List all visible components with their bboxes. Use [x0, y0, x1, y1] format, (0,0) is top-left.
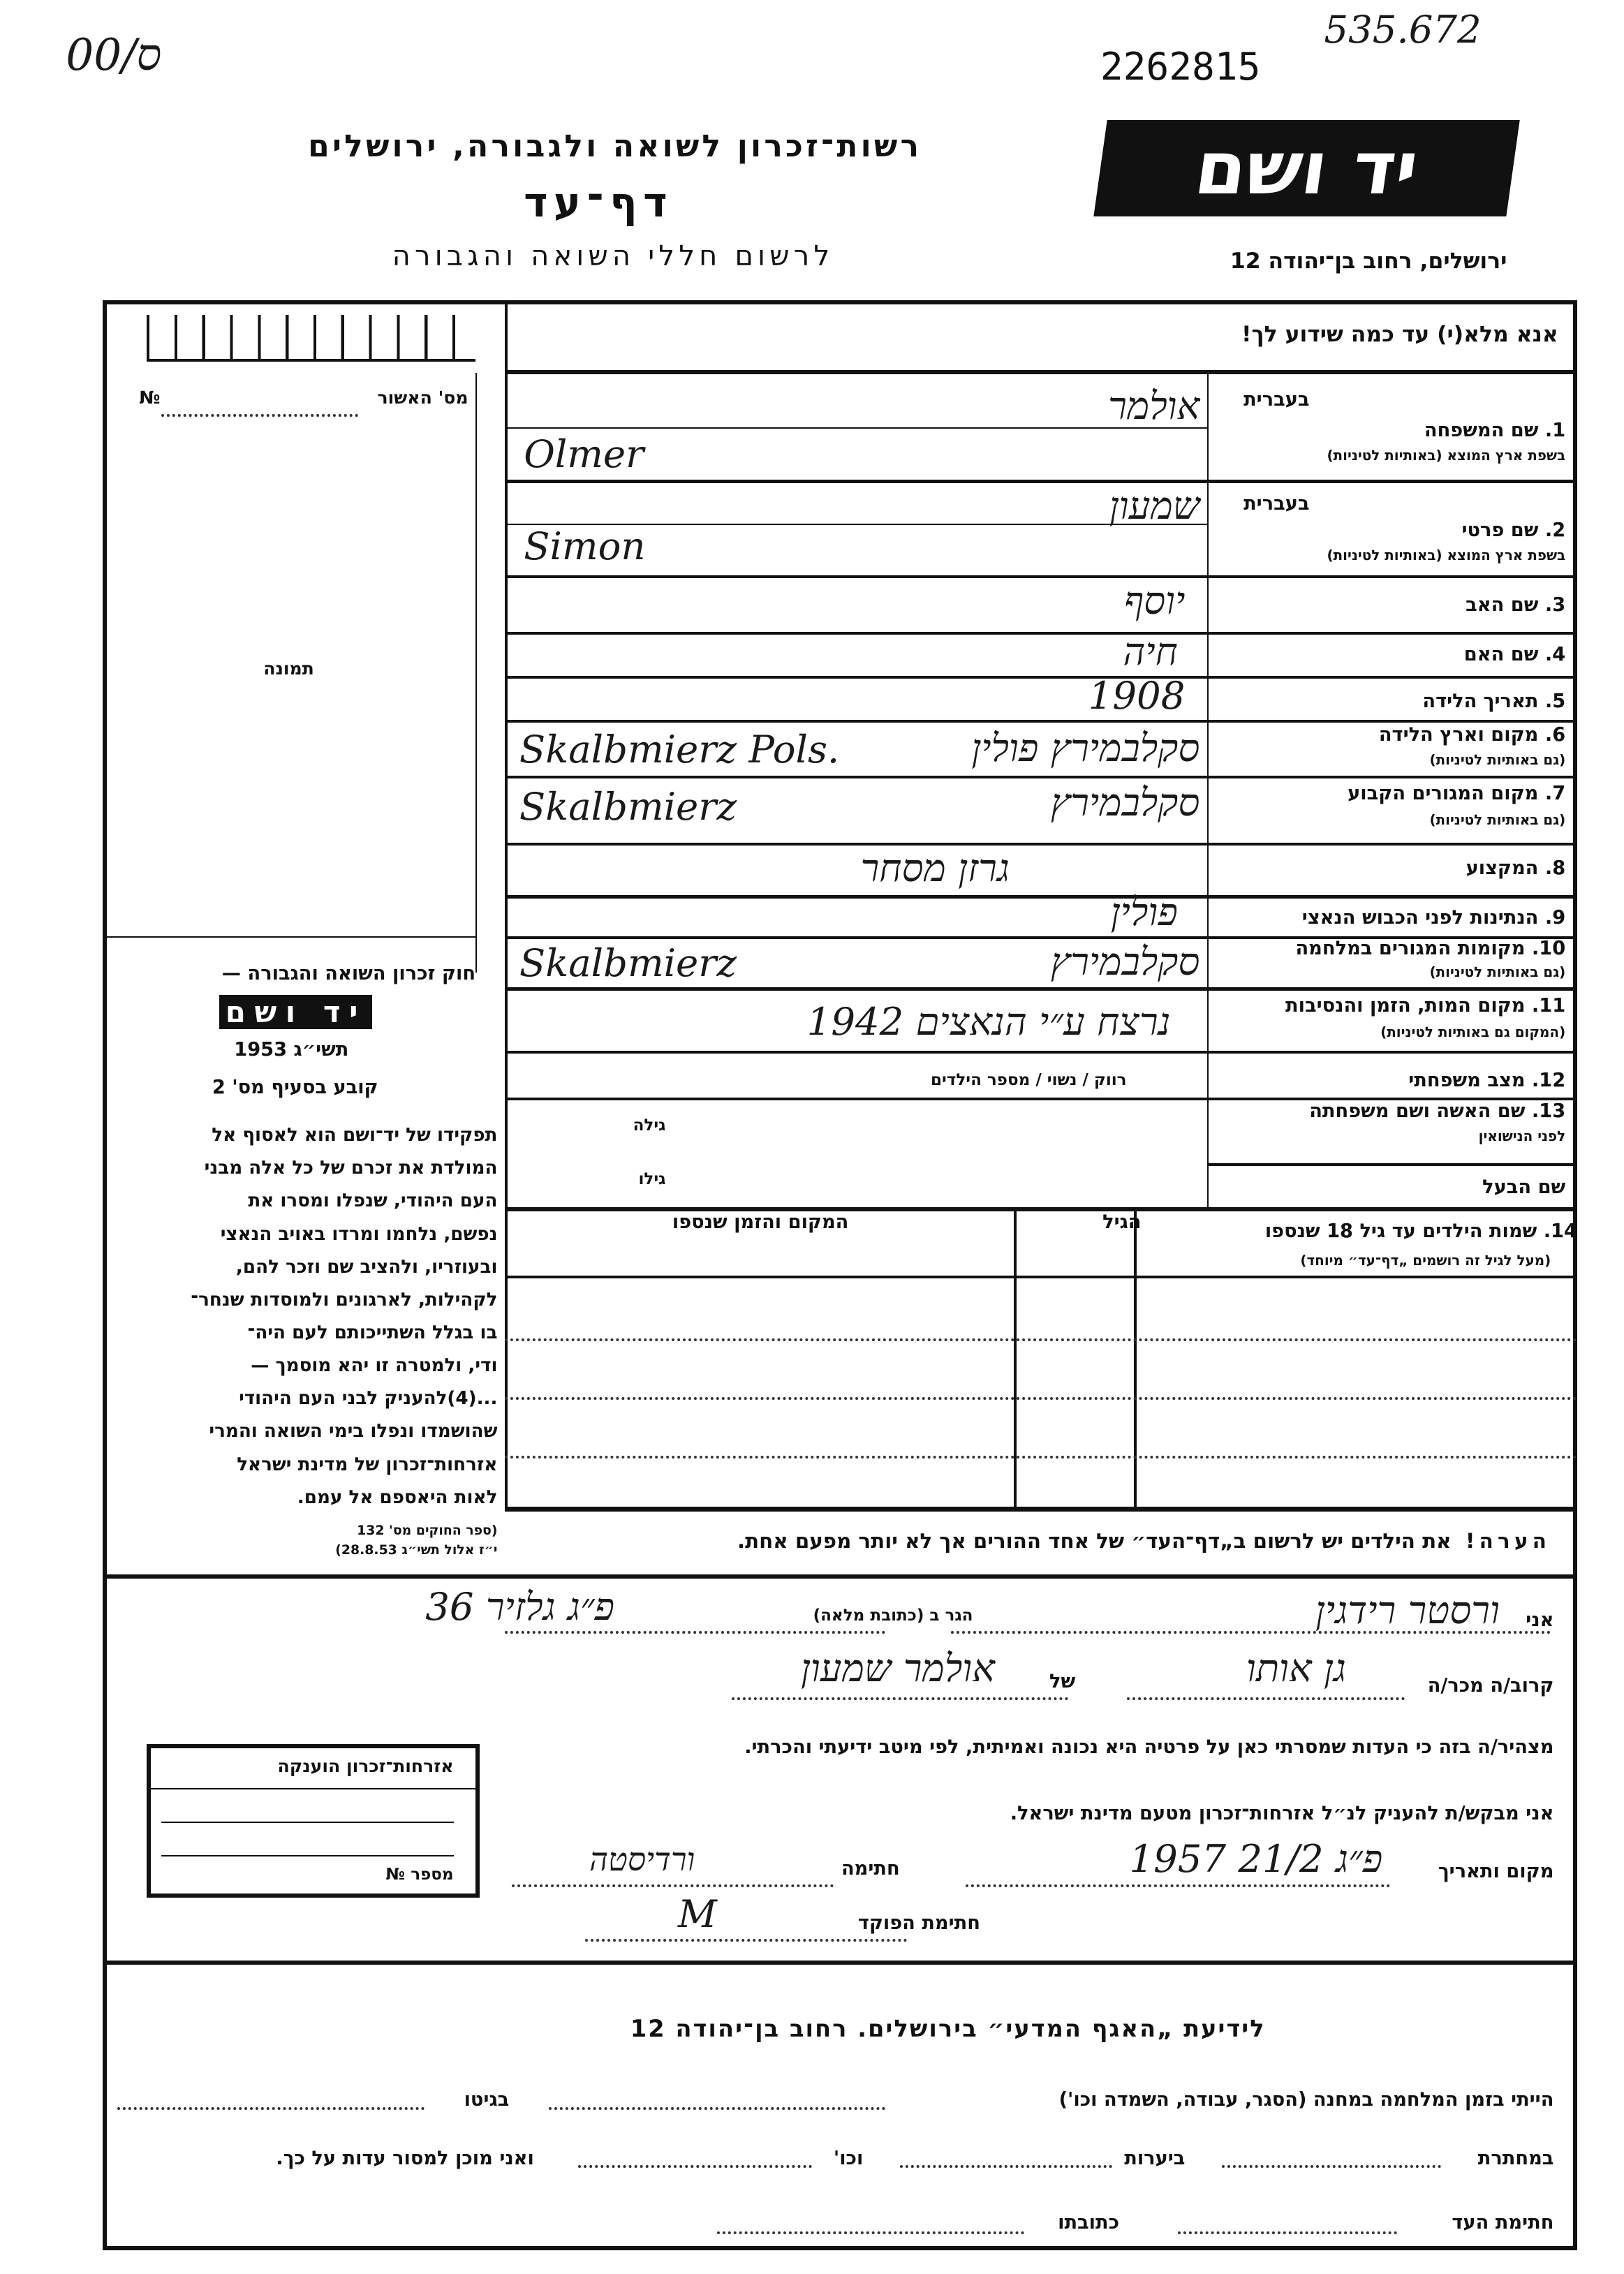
- row-line: [505, 1507, 1577, 1511]
- fill-line: [578, 2165, 812, 2168]
- row-line: [505, 776, 1577, 778]
- fill-line: [505, 1631, 885, 1634]
- row-line: [1207, 1163, 1577, 1166]
- wartime-residence-latin[interactable]: Skalbmierz: [519, 940, 737, 986]
- form-title: דף־עד: [524, 178, 673, 226]
- birth-place-hebrew[interactable]: סקלבמירץ פולין: [971, 725, 1200, 771]
- children-header: 14. שמות הילדים עד גיל 18 שנספו: [1264, 1220, 1577, 1242]
- statement: מצהיר/ה בזה כי העדות שמסרתי כאן על פרטיה היא נכונה ואמיתית, לפי מיטב ידיעתי והכרתי.: [744, 1736, 1554, 1759]
- fill-line: [732, 1697, 1068, 1700]
- residence-latin[interactable]: Skalbmierz: [519, 784, 737, 829]
- row-line: [505, 1207, 1577, 1211]
- place-date-label: מקום ותאריך: [1438, 1861, 1554, 1883]
- field-3-label: 3. שם האב: [1466, 593, 1566, 616]
- fill-line: [966, 1884, 1390, 1887]
- relation-value[interactable]: גן אותו: [1246, 1646, 1346, 1691]
- birth-date[interactable]: 1908: [1088, 672, 1186, 718]
- field-1-label: 1. שם המשפחה: [1424, 420, 1566, 442]
- fill-line: [161, 1822, 454, 1823]
- request: אני מבקש/ת להעניק לנ״ל אזרחות־זכרון מטעם מדינת ישראל.: [1010, 1802, 1554, 1824]
- row-line: [505, 676, 1577, 679]
- row-line: [505, 575, 1577, 578]
- notice: הערה! את הילדים יש לרשום ב„דף־העד״ של אחד ההורים אך לא יותר מפעם אחת.: [737, 1528, 1551, 1553]
- relation-label: קרוב/ה מכר/ה: [1427, 1675, 1554, 1697]
- divider: [475, 373, 477, 973]
- ready-to-testify: ואני מוכן למסור עדות על כך.: [276, 2148, 534, 2170]
- field-10-label: 10. מקומות המגורים במלחמה: [1295, 938, 1566, 960]
- fill-line: [512, 1884, 834, 1887]
- row-line: [505, 720, 1577, 723]
- serial-number: 2262815: [1100, 43, 1261, 89]
- row-line: [505, 632, 1577, 635]
- field-13-label: 13. שם האשה ושם משפחתה: [1309, 1100, 1566, 1122]
- of-label: של: [1049, 1671, 1076, 1693]
- approval-no-line: [161, 414, 359, 417]
- bottom-title: לידיעת „האגף המדעי״ בירושלים. רחוב בן־יהודה 12: [630, 2014, 1266, 2042]
- fill-line: [1178, 2231, 1397, 2234]
- row-line: [505, 1051, 1577, 1054]
- death-place[interactable]: נרצח ע״י הנאצים 1942: [806, 999, 1171, 1044]
- field-10-sublabel: (גם באותיות לטיניות): [1429, 964, 1566, 980]
- instruction: אנא מלא(י) עד כמה שידוע לך!: [1241, 322, 1558, 347]
- row-line: [505, 1276, 1577, 1278]
- row-line: [505, 427, 1207, 429]
- age-column-header: הגיל: [1102, 1211, 1142, 1234]
- wife-age-label: גילה: [633, 1116, 666, 1135]
- divider: [1134, 1207, 1137, 1507]
- law-title: חוק זכרון השואה והגבורה —: [221, 962, 476, 984]
- child-row-line: [505, 1397, 1577, 1400]
- row-line: [505, 480, 1577, 482]
- number-sign: №: [139, 387, 161, 408]
- divider: [1207, 373, 1209, 1206]
- fill-line: [161, 1855, 454, 1856]
- first-name-hebrew[interactable]: שמעון: [1109, 482, 1200, 528]
- field-5-label: 5. תאריך הלידה: [1422, 691, 1566, 713]
- field-12-label: 12. מצב משפחתי: [1408, 1069, 1566, 1091]
- yad-vashem-logo: יד ושם: [1093, 120, 1519, 216]
- witness-signature-label: חתימת העד: [1452, 2212, 1554, 2234]
- law-text: תפקידו של יד־ושם הוא לאסוף אל המולדת את זכרם של כל אלה מבני העם היהודי, שנפלו ומסרו את נפשם, נלחמו ומרדו באויב הנאצי ובעוזריו, ולהציב שם וזכר להם, לקהילות, לארגונים ולמוסדות שנחר־ בו בגלל השתייכותם לעם היה־ ודי, ולמטרה זו יהא מוסמך — ...(4)להעניק לבני העם היהודי שהושמדו ונפלו בימי השואה והמרי אזרחות־זכרון של מדינת ישראל לאות היאספם אל עמם.: [191, 1125, 498, 1508]
- husband-age-label: גילו: [638, 1170, 666, 1189]
- citizenship-title: אזרחות־זכרון הוענקה: [277, 1755, 454, 1776]
- officer-signature[interactable]: M: [678, 1891, 717, 1937]
- law-year: תשי״ג 1953: [234, 1038, 349, 1061]
- label-hebrew: בעברית: [1243, 493, 1310, 515]
- header-address: ירושלים, רחוב בן־יהודה 12: [1230, 249, 1507, 274]
- officer-signature-label: חתימת הפוקד: [857, 1912, 980, 1934]
- place-column-header: המקום והזמן שנספו: [672, 1211, 849, 1234]
- witness-address-label: כתובתו: [1058, 2212, 1120, 2234]
- deceased-name[interactable]: אולמר שמעון: [800, 1646, 995, 1691]
- wartime-residence-hebrew[interactable]: סקלבמירץ: [1050, 939, 1200, 984]
- photo-placeholder: תמונה: [263, 658, 314, 679]
- row-line: [505, 895, 1577, 898]
- divider: [103, 1961, 1577, 1965]
- mother-name[interactable]: חיה: [1123, 629, 1178, 674]
- field-6-sublabel: (גם באותיות לטיניות): [1429, 752, 1566, 769]
- child-row-line: [505, 1338, 1577, 1341]
- residence-hebrew[interactable]: סקלבמירץ: [1050, 779, 1200, 825]
- field-11-sublabel: (המקום גם באותיות לטיניות): [1380, 1024, 1566, 1040]
- etc-label: וכו': [833, 2148, 864, 2170]
- field-6-label: 6. מקום וארץ הלידה: [1378, 724, 1566, 746]
- father-name[interactable]: יוסף: [1123, 577, 1186, 623]
- i-label: אני: [1526, 1609, 1554, 1632]
- citizenship-number-label: מספר №: [385, 1865, 454, 1884]
- divider: [505, 303, 508, 1512]
- law-name: יד ושם: [219, 995, 372, 1029]
- field-11-label: 11. מקום המות, הזמן והנסיבות: [1285, 994, 1566, 1017]
- divider: [1014, 1207, 1017, 1507]
- approval-boxes[interactable]: [147, 315, 475, 362]
- fill-line: [717, 2231, 1024, 2234]
- archive-number: 535.672: [1324, 7, 1482, 52]
- underground-label: במחתרת: [1477, 2148, 1554, 2170]
- row-line: [505, 987, 1577, 990]
- field-2-sublabel: בשפת ארץ המוצא (באותיות לטיניות): [1327, 547, 1566, 563]
- lives-at-label: הגר ב (כתובת מלאה): [813, 1606, 973, 1625]
- fill-line: [117, 2107, 425, 2110]
- law-clause: קובע בסעיף מס' 2: [212, 1077, 378, 1099]
- field-7-sublabel: (גם באותיות לטיניות): [1429, 812, 1566, 828]
- fill-line: [585, 1939, 907, 1942]
- institution-name: רשות־זכרון לשואה ולגבורה, ירושלים: [308, 128, 922, 165]
- forests-label: ביערות: [1124, 2148, 1186, 2170]
- field-1-sublabel: בשפת ארץ המוצא (באותיות לטיניות): [1327, 448, 1566, 464]
- ghetto-label: בגיטו: [464, 2089, 510, 2111]
- signature-label: חתימה: [841, 1858, 900, 1880]
- divider: [103, 1574, 1577, 1579]
- witness-signature[interactable]: ורדיסטה: [589, 1840, 695, 1879]
- family-name-hebrew[interactable]: אולמר: [1108, 383, 1200, 429]
- field-7-label: 7. מקום המגורים הקבוע: [1348, 783, 1566, 805]
- label-hebrew: בעברית: [1243, 389, 1310, 411]
- fill-line: [1222, 2165, 1441, 2168]
- field-2-label: 2. שם פרטי: [1461, 519, 1566, 541]
- approval-no-label: מס' האשור: [377, 387, 468, 408]
- fill-line: [900, 2165, 1112, 2168]
- field-9-label: 9. הנתינות לפני הכבוש הנאצי: [1301, 907, 1566, 929]
- form-subtitle: לרשום חללי השואה והגבורה: [392, 239, 834, 272]
- witness-name[interactable]: ורסטר רידגין: [1315, 1587, 1500, 1632]
- profession[interactable]: גרזן מסחר: [860, 846, 1010, 891]
- law-reference: (ספר החוקים מס' 132 י״ז אלול תשי״ג 28.8.53): [335, 1523, 498, 1558]
- field-8-label: 8. המקצוע: [1466, 857, 1566, 879]
- divider: [151, 1788, 475, 1789]
- fill-line: [1127, 1697, 1405, 1700]
- child-row-line: [505, 1456, 1577, 1459]
- first-name-latin[interactable]: Simon: [524, 524, 646, 569]
- marital-status-options[interactable]: רווק / נשוי / מספר הילדים: [930, 1070, 1127, 1089]
- place-date-value[interactable]: פ״ג 21/2 1957: [1129, 1836, 1383, 1881]
- field-13-sublabel: לפני הנישואין: [1478, 1128, 1566, 1144]
- camp-label: הייתי בזמן המלחמה במחנה (הסגר, עבודה, השמדה וכו'): [1058, 2089, 1554, 2111]
- fill-line: [951, 1631, 1551, 1634]
- row-line: [505, 843, 1577, 846]
- husband-name-label: שם הבעל: [1482, 1176, 1566, 1198]
- divider: [505, 370, 1577, 374]
- witness-address[interactable]: פ״ג גלזיר 36: [425, 1584, 615, 1630]
- field-4-label: 4. שם האם: [1463, 644, 1566, 666]
- nationality[interactable]: פולין: [1110, 889, 1178, 935]
- family-name-latin[interactable]: Olmer: [524, 431, 644, 477]
- fill-line: [549, 2107, 885, 2110]
- divider: [103, 936, 477, 938]
- children-note: (מעל לגיל זה רושמים „דף־עד״ מיוחד): [1300, 1252, 1551, 1269]
- annotation-top-left: 00/ס: [66, 29, 162, 80]
- birth-place-latin[interactable]: Skalbmierz Pols.: [519, 727, 840, 772]
